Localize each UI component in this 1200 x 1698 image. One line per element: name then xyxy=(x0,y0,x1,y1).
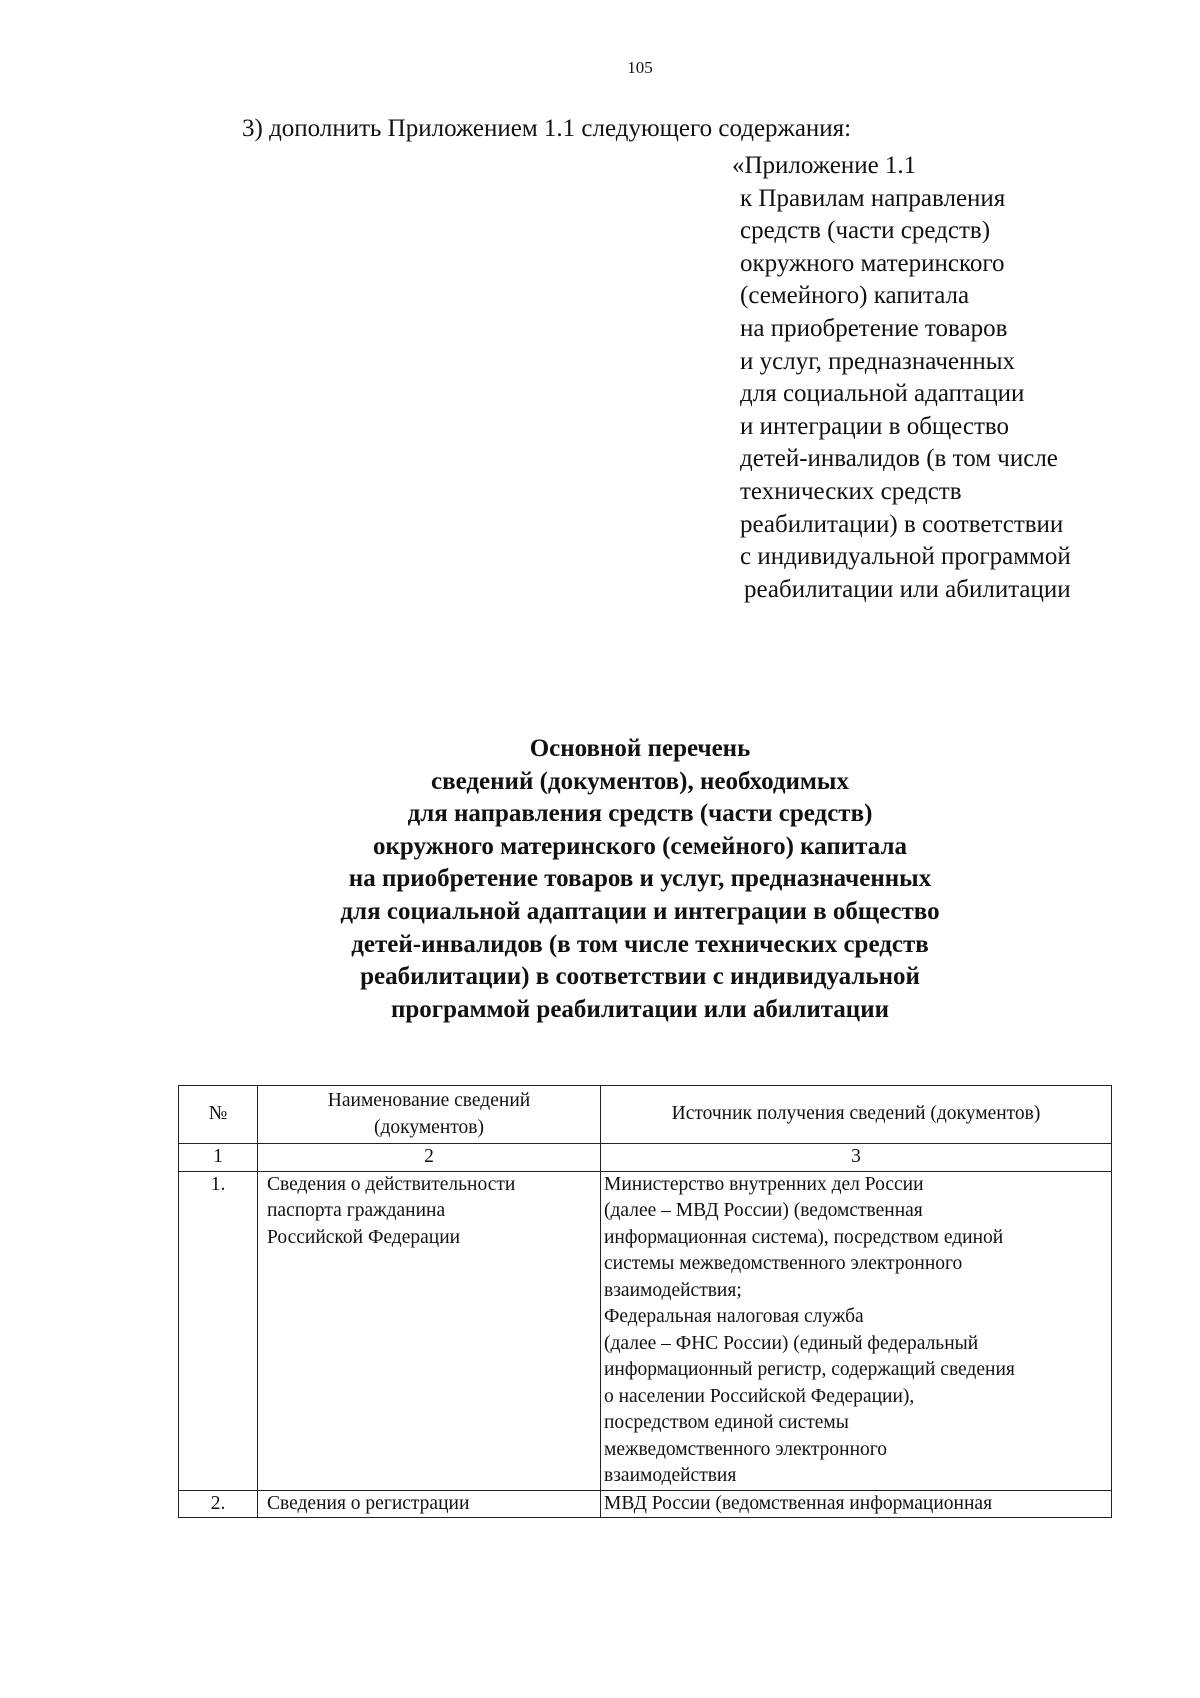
title-line: для социальной адаптации и интеграции в общество xyxy=(340,897,940,925)
table-row xyxy=(179,1490,1112,1518)
title-line: сведений (документов), необходимых xyxy=(431,767,849,795)
appendix-heading-line: реабилитации или абилитации xyxy=(744,575,1071,603)
appendix-heading-line: реабилитации) в соответствии xyxy=(740,510,1064,538)
appendix-heading-line: для социальной адаптации xyxy=(740,380,1025,408)
row-number: 2. xyxy=(179,1490,258,1518)
source-line: Федеральная налоговая служба xyxy=(604,1306,864,1327)
source-line: информационный регистр, содержащий сведения xyxy=(604,1359,1015,1380)
source-line: (далее – ФНС России) (единый федеральный xyxy=(604,1332,979,1354)
amendment-intro: 3) дополнить Приложением 1.1 следующего содержания: xyxy=(242,115,852,142)
appendix-heading-line: технических средств xyxy=(740,477,962,505)
appendix-heading-line: детей-инвалидов (в том числе xyxy=(740,445,1058,473)
documents-table xyxy=(178,1085,1112,1518)
appendix-heading-line: к Правилам направления xyxy=(740,184,1006,212)
appendix-heading-line: и услуг, предназначенных xyxy=(740,347,1016,375)
column-number-row xyxy=(179,1144,1112,1172)
source-line: межведомственного электронного xyxy=(604,1438,888,1460)
column-number: 2 xyxy=(258,1144,601,1172)
appendix-heading-line: «Приложение 1.1 xyxy=(732,152,917,179)
table-header-row xyxy=(179,1086,1112,1144)
title-line: программой реабилитации или абилитации xyxy=(390,995,890,1023)
document-name-cell xyxy=(258,1490,601,1518)
source-cell xyxy=(601,1490,1112,1518)
column-number: 1 xyxy=(179,1144,258,1172)
header-name-line: (документов) xyxy=(373,1116,484,1138)
header-document-name xyxy=(258,1086,601,1144)
header-number: № xyxy=(179,1086,258,1144)
document-name-line: Сведения о регистрации xyxy=(267,1492,470,1514)
appendix-heading-line: окружного материнского xyxy=(740,249,1005,277)
source-line: МВД России (ведомственная информационная xyxy=(604,1492,993,1514)
document-name-line: Российской Федерации xyxy=(267,1226,461,1248)
column-number: 3 xyxy=(601,1144,1112,1172)
page-number: 105 xyxy=(627,58,653,77)
source-line: (далее – МВД России) (ведомственная xyxy=(604,1200,923,1221)
appendix-heading xyxy=(732,150,1071,606)
title-line: реабилитации) в соответствии с индивидуальной xyxy=(360,963,920,991)
row-number: 1. xyxy=(179,1171,258,1490)
document-title xyxy=(0,733,1200,1026)
appendix-heading-line: с индивидуальной программой xyxy=(740,543,1071,571)
source-line: Министерство внутренних дел России xyxy=(604,1173,924,1195)
table-row xyxy=(179,1171,1112,1490)
title-line: детей-инвалидов (в том числе технических средств xyxy=(351,930,929,958)
document-name-line: Сведения о действительности xyxy=(267,1173,516,1195)
source-line: взаимодействия; xyxy=(604,1279,742,1301)
title-line: Основной перечень xyxy=(529,735,751,762)
appendix-heading-line: и интеграции в общество xyxy=(740,412,1010,440)
source-line: информационная система), посредством единой xyxy=(604,1226,1004,1248)
header-source: Источник получения сведений (документов) xyxy=(601,1086,1112,1144)
source-line: посредством единой системы xyxy=(604,1412,849,1433)
source-line: о населении Российской Федерации), xyxy=(604,1385,915,1407)
title-line: на приобретение товаров и услуг, предназначенных xyxy=(348,865,932,893)
document-name-line: паспорта гражданина xyxy=(267,1200,446,1221)
appendix-heading-line: средств (части средств) xyxy=(740,217,991,245)
document-name-cell xyxy=(258,1171,601,1490)
appendix-heading-line: (семейного) капитала xyxy=(740,282,970,310)
title-line: окружного материнского (семейного) капитала xyxy=(372,832,907,860)
source-line: системы межведомственного электронного xyxy=(604,1253,963,1274)
appendix-heading-line: на приобретение товаров xyxy=(740,314,1008,342)
source-line: взаимодействия xyxy=(604,1465,737,1486)
title-line: для направления средств (части средств) xyxy=(407,800,873,828)
header-name-line: Наименование сведений xyxy=(327,1090,531,1111)
source-cell xyxy=(601,1171,1112,1490)
